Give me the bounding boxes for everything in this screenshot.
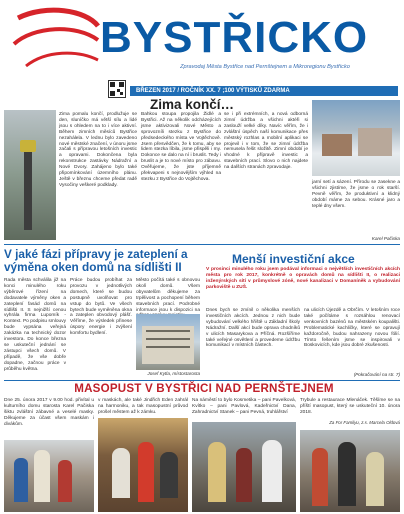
zima-col3: se i při extrémních, a nová odborná zimní údržba a všichni aktéři si zaslouží velké díky. Navíc věřím, že i zvláštní úspěch naší komunikace přes městský rozhlas a mobilní aplikaci se projevil i v tom, že se zimní údržba nemusela řešit složitě. Zimní období je vhodné k přípravě investic a stavebních prací. Slovo o nich najdete na dalších stranách zpravodaje. [224, 112, 308, 171]
investice-col2: na ulicích Újezdě a Obrčím. V letošním roce také počítáme s rozsáhlou renovací venkovních bazénů na městském koupališti. Problematické kachličky, které se opravují každoročně, budou nahrazeny novou fólií. Tímto řešením jsme se inspirovali v Boskovicích, kde jsou dobré zkušenosti. [304, 308, 400, 349]
zima-headline: Zima končí… [150, 97, 235, 112]
masopust-col3: Na náměstí to bylo Kosmetika – pani Pavelková, Kvítko – pani Pavlová, Kadeřnictví Dana, Zahradnictví Stanek – pani Pevná, truhlářství [192, 398, 296, 415]
snowy-street-photo [4, 110, 56, 240]
zateplovani-headline: V jaké fázi přípravy je zateplení a výměna oken domů na sídlišti II [4, 247, 188, 274]
zateplovani-col2: Práce budou probíhat za provozu v jednotlivých domech, které se budou postupně uvolňovat pro vstup do bytů. Ve všech bytech bude vyměněna okna a zateplen obvodový plášť. Věříme, že výsledek přinese úspory energie i zvýšení komfortu bydlení. [70, 278, 132, 337]
masopust-photo-far-right [300, 430, 400, 512]
qr-code-icon [108, 80, 126, 98]
masopust-col1: Dne 25. února 2017 v 9.00 hod. přivítal u kulturního domu starosta Karel Pačiska šiktu zvláštní zábavné a veselé masky. Děkujeme za účast všem maskám i divákům. [4, 398, 94, 427]
masopust-col2: v maskách, ale také Jindřich Eden zahrál na harmoniku, a tak masopustní průvod prošel městem až k zámku. [98, 398, 188, 415]
masopust-headline: MASOPUST V BYSTŘICI NAD PERNŠTEJNEM [74, 382, 334, 395]
masopust-col4: Trybule a restaurace Mlenáček. Těšíme se na příští masopust, který se uskuteční 10. února 2018. [300, 398, 400, 415]
zima-col4: jarní setí a sázení. Přírodu se zasekne a všichni zjistíme, že jsme o rok starší. Pevně věřím, že produktivní a klidný období máme za sebou. Krásné jaro a teplé dny všem. [312, 180, 400, 209]
zima-col1: Zima pomalu končí, prodlužuje se den, sluníčko má větší sílu a lidé jsou s ohledem na to i více aktivní. Během zimních měsíců Bystřice nezahálela. V lednu bylo zavedeno nové městské značení, v únoru jsme začali s přípravou letošních investic a opravami. Dokončena byla rekonstrukce zastávky Nádražní a Nové Dvory. Zahájeno bylo také připomínkování územního plánu. Ještě v březnu chceme předat radě Vysočiny veškeré podklady. [59, 112, 137, 188]
issue-bar: BŘEZEN 2017 / ROČNÍK XX. 7 ;100 VÝTISKŮ ZDARMA [130, 86, 398, 96]
investice-col1: Dnes bych se zmínil o několika menších investičních akcích. Jednou z nich bude vybudování velkého hřiště u Základní školy Nádražní. Další akcí bude oprava chodníků v ulicích Masarykova a Příčná. Rozšíříme také veřejné osvětlení a provedeme údržbu komunikací v místních částech. [206, 308, 300, 349]
bystricko-logo-swirl [6, 4, 106, 70]
zateplovani-photo-caption: Josef Kytla, místostarosta [147, 371, 200, 376]
investice-headline: Menší investiční akce [232, 252, 355, 266]
zima-col2: Bahkou stoupa propojila Židlé a Bystřici. Až na několik odcházejících jsme aktivizovali Nové Město a sprovozníli stezku z Bystřice do předsedeckého místa ve Vojtěchově. Jsem přesvědčen, že k tomu, aby se lidem stezka líbila, jsme přispěli i my. Dokonce se dalo na ní i bruslit. Tedy i bruslit a je to nové místo pro zábavu. Ověřujeme, že jste příjemně překvapeni s nejnovějším výhled na stezku z Bystřice do Vojtěchova. [141, 112, 221, 182]
zima-signature: Karel Pačiska [371, 236, 400, 241]
masopust-photo-left [4, 440, 94, 512]
masopust-photo-center [98, 418, 188, 512]
investice-intro: V prosinci minulého roku jsem podával informaci o největších investičních akcích města pro rok 2017, konkrétně o opravách domů na sídlišti II, o realizaci inženýrských sítí v průmyslové zóně, nové kanalizaci v Domaníněk a vybudování parkoviště u ZUŠ. [206, 267, 400, 290]
masthead-title: BYSTŘICKO [100, 13, 369, 62]
masopust-signature: Za For Familyu, z.s. Marcela Oldová [329, 420, 400, 425]
zateplovani-col3: Město počítá také s obnovou okolí domů. Všem obyvatelům děkujeme za trpělivost a pochopení během stavebních prací. Podrobné informace jsou k dispozici na [136, 278, 200, 313]
housing-estate-photo [136, 314, 200, 370]
snowy-town-photo [312, 100, 400, 176]
masthead-subtitle: Zpravodaj Města Bystřice nad Pernštejnem a Mikroregionu Bystřicko [180, 64, 350, 70]
zateplovani-col1: Rada města schválila již na konci minulého roku výběrové řízení na dodavatele výměny oken a zateplení fasád domů na sídlišti II. S nejnižší cenou vyhrála firma Lupomík - Kontext. Po podpisu smlouvy bude vypsána veřejná zakázka na technický dozor investora. Do konce března se uskuteční jednání se zástupci všech domů. V případě, že vše dobře dopadne, začnou práce v průběhu května. [4, 278, 66, 372]
investice-continued: (Pokračování na str. 7) [353, 372, 400, 377]
masopust-photo-right-top [192, 422, 296, 512]
